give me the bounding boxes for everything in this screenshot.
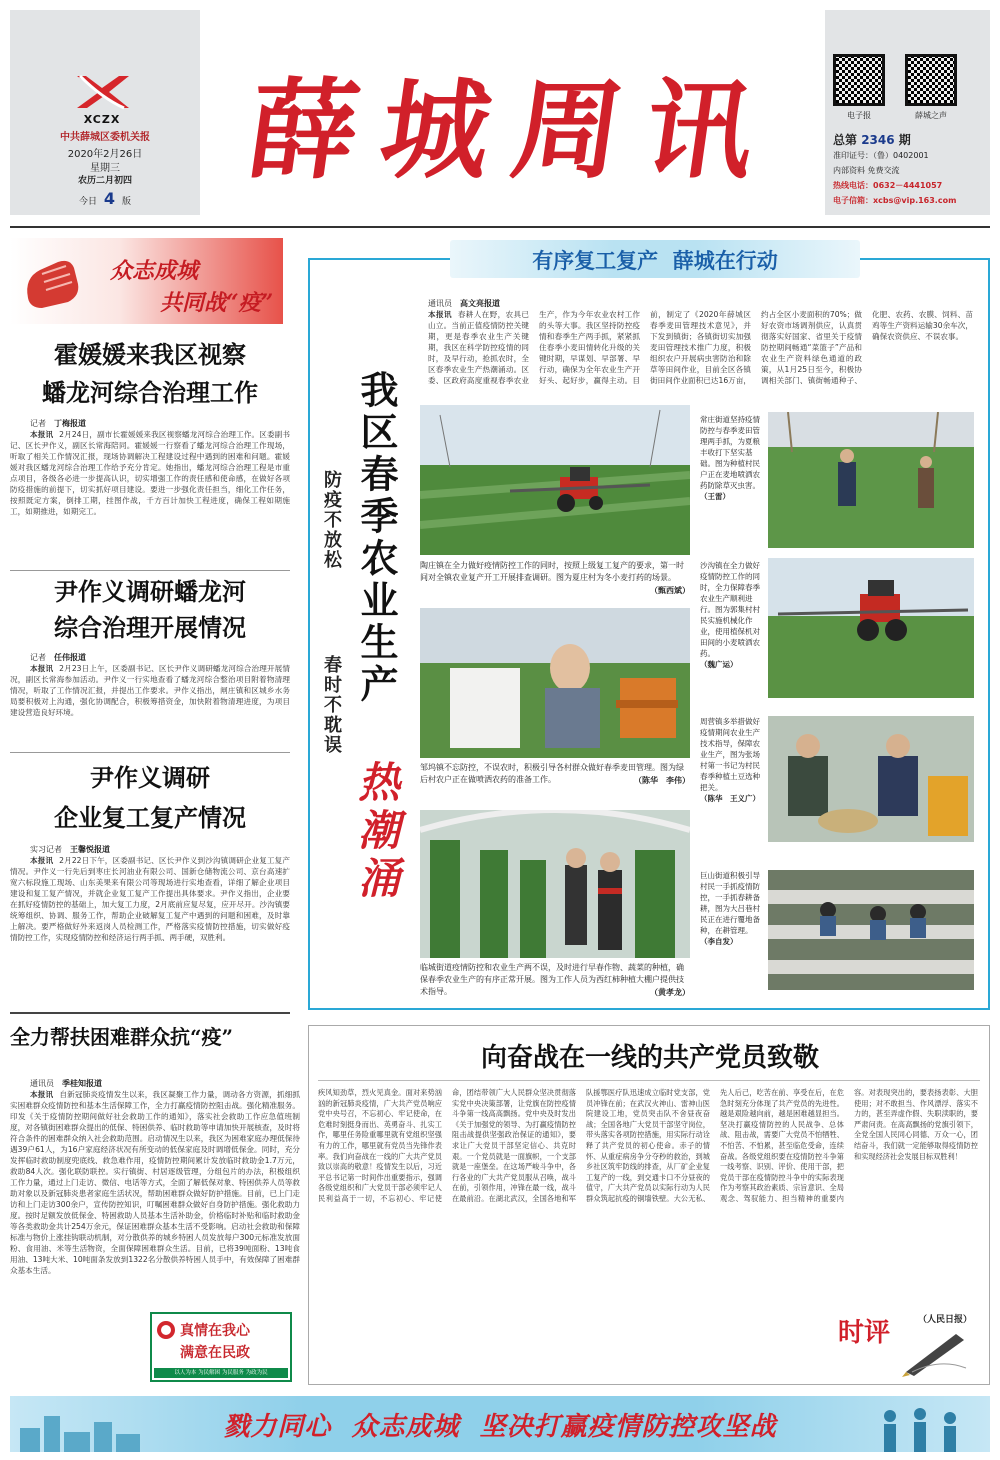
commentary-title: 向奋战在一线的共产党员致敬 — [480, 1043, 819, 1073]
photo-jushan-covering — [768, 870, 974, 990]
photo-2-caption-text: 邹坞镇不忘防控，不误农时，积极引导各村群众做好春季麦田管理。图为绿后村农户正在做喷洒农药的准备工作。 — [420, 763, 684, 784]
org-name: 中共薛城区委机关报 — [60, 132, 150, 143]
side-caption-zhouying — [700, 716, 762, 844]
side-3-credit: （陈华 王义广） — [700, 794, 760, 803]
photo-1-caption-text: 陶庄镇在全力做好疫情防控工作的同时，按照上级复工复产的要求，第一时间对全镇农业复产开工开展排查调研。图为夏庄村为冬小麦打药的场景。 — [420, 561, 684, 582]
qr2-label: 薛城之声 — [915, 111, 947, 120]
article-1-text: 2月24日，副市长霍媛媛来我区视察蟠龙河综合治理工作。区委副书记、区长尹作义，副区长常海陪同。霍媛媛一行察看了蟠龙河综合治理工作现场，听取了相关工作情况汇报，现场协调解决工程建设过程中遇到的困难和问题。霍媛媛对我区蟠龙河综合治理工作给予充分肯定。她指出，蟠龙河综合治理工程是市重点项目，各级各必进一步提高认识，切实增强工作的责任感和使命感，在做好各项防疫措施的前提下，切实抓好项目建设。要进一步强化责任担当，细化工作任务，按照既定方案，倒排工期，挂图作战，千方百计加快工程进度，确保工程如期施工，如期推进，如期完工。 — [10, 430, 290, 516]
side-1-credit: （王雷） — [700, 492, 730, 501]
photo-shagou-machine — [768, 558, 974, 698]
greenhouse-photo-icon — [420, 810, 690, 958]
article-1-lead: 本报讯 — [30, 430, 54, 439]
article-1-title-line2: 蟠龙河综合治理工作 — [42, 378, 258, 407]
article-2-title-line1: 尹作义调研蟠龙河 — [54, 577, 246, 606]
article-2-body — [10, 663, 290, 729]
issue-date: 2020年2月26日 — [67, 149, 143, 160]
article-1-byline — [30, 418, 290, 429]
article-3-byline — [30, 844, 290, 855]
masthead-logo — [10, 10, 200, 215]
side-4-caption-text: 巨山街道积极引导村民一手抓疫情防控，一手抓春耕备耕，图为大吕巷村民正在进行覆地备种，在耕管理。 — [700, 871, 760, 935]
article-3-author: 王馨悦报道 — [70, 845, 110, 854]
photo-greenhouse — [420, 810, 690, 958]
side-2-credit: （魏广运） — [700, 660, 738, 669]
pen-icon — [900, 1328, 970, 1378]
article-2-lead: 本报讯 — [30, 664, 54, 673]
article-4-author-label: 通讯员 — [30, 1079, 54, 1088]
left-banner-line1: 众志成城 — [110, 258, 199, 284]
ad-line2: 满意在民政 — [180, 1345, 250, 1361]
article-1-title-line1: 霍媛媛来我区视察 — [54, 340, 246, 369]
divider-left-1 — [10, 570, 290, 571]
article-yin-enterprises — [10, 758, 290, 1010]
side-1-caption-text: 常庄街道坚持疫情防控与春季麦田管理两手抓，为夏粮丰收打下坚实基础。图为种植村民户正在麦地喷洒农药防除草灭虫害。 — [700, 415, 760, 490]
divider-left-3 — [10, 1012, 290, 1014]
article-3-author-label: 实习记者 — [30, 845, 62, 854]
article-huo-inspection — [10, 336, 290, 566]
qr1-label: 电子报 — [847, 111, 871, 120]
feature-text: 春耕人在野，农具已山立。当前正值疫情防控关键期，更是春季农业生产关键期，我区在科学防控疫情的同时，及早行动，抢抓农时，全区春季农业生产热潮涌动。区委、区政府高度重视春季农业生产，作为今年农业农村工作的头等大事。我区坚持防控疫情和春季生产两手抓，紧紧抓住春季小麦田情转化升级的关键时期，早谋划、早部署、早行动，确保为全年农业生产开好头、起好步，赢得主动。目前，制定了《2020年薛城区春季麦田管理技术意见》，并下发到镇街；各镇街切实加强麦田管理技术推广力度，积极组织农户开展病虫害防治和除草等田间作业，目前全区各镇街田间作业面积已达16万亩，约占全区小麦面积的70%；做好农资市场调剂供应，认真贯彻落实好国家、省里关于疫情防控期间畅通“菜篮子”产品和农业生产资料绿色通道的政策，从1月25日至今，积极协调相关部门、镇街畅通种子、化肥、农药、农膜、饲料、苗鸡等生产资料运输30余车次，确保农资供应、不误农事。 — [428, 310, 973, 385]
feature-lead: 本报讯 — [428, 310, 452, 319]
photo-tractor-caption — [420, 560, 690, 596]
issue-number — [833, 131, 911, 148]
issue-lunar: 农历二月初四 — [77, 176, 132, 186]
civil-affairs-ad — [150, 1312, 292, 1382]
feature-byline — [428, 298, 500, 309]
left-banner — [10, 238, 283, 324]
article-3-body — [10, 855, 290, 1009]
article-1-body — [10, 429, 290, 554]
masthead-title: 薛城周讯 — [240, 68, 787, 194]
qr-code-voice-icon — [905, 54, 957, 106]
article-2-text: 2月23日上午，区委副书记、区长尹作义调研蟠龙河综合治理开展情况，副区长常海参加活动。尹作义一行实地查看了蟠龙河综合整治项目附着物清理情况，听取了工作情况汇报，并提出工作要求。尹作义指出，闸庄镇和区城乡水务局要积极对上沟通，强化协调配合，积极筹措资金，加快附着物清理进度，为项目建设营造良好环境。 — [10, 664, 290, 717]
commentary-source: （人民日报） — [918, 1315, 973, 1325]
issue-prefix: 总第 — [833, 133, 858, 147]
photo-3-caption-text: 临城街道疫情防控和农业生产两不误，及时进行早春作物、蔬菜的种植，确保春季农业生产的有序正常开展。图为工作人员为西红柿种植大棚户提供技术指导。 — [420, 963, 684, 996]
film-covering-photo-icon — [768, 870, 974, 990]
article-2-title-line2: 综合治理开展情况 — [54, 613, 246, 642]
feature-subtitle-1: 防疫不放松 — [321, 470, 342, 570]
feature-headline: 我区春季农业生产 — [354, 370, 399, 706]
page-unit: 版 — [121, 197, 131, 207]
commentary-body — [318, 1088, 978, 1310]
feature-byline-name: 高文亮报道 — [460, 299, 500, 308]
feature-body — [428, 309, 973, 389]
photo-greenhouse-caption — [420, 962, 690, 998]
commentary-text: 疾风知劲草，烈火见真金。面对来势汹汹的新冠肺炎疫情，广大共产党员响应党中央号召，不忘初心、牢记使命，在危难时刻挺身而出、英勇奋斗、扎实工作，哪里任务险重哪里就有党组织坚强有力的工作，哪里就有党员当先锋作表率。我们向奋战在一线的广大共产党员致以崇高的敬意！疫情发生以后，习近平总书记第一时间作出重要指示，强调各级党组织和广大党员干部必须牢记人民利益高于一切，不忘初心、牢记使命，团结带领广大人民群众坚决贯彻落实党中央决策部署，让党旗在防控疫情斗争第一线高高飘扬。党中央及时发出《关于加强党的领导、为打赢疫情防控阻击战提供坚强政治保证的通知》，要求让广大党员干部坚定信心、共克时艰。一个党员就是一面旗帜，一个支部就是一座堡垒。在这场严峻斗争中，各行各业的广大共产党员服从召唤，战斗在前，引领作用，冲锋在最一线，战斗在最前沿。在湖北武汉，全国各地和军队援鄂医疗队迅速成立临时党支部，党员冲锋在前；在武汉火神山、雷神山医院建设工地，党员突击队不舍昼夜奋战；全国各地广大党员干部坚守岗位，带头落实各项防控措施，用实际行动诠释了共产党员的初心使命。赤子的情怀、从重症病房争分夺秒的救治，到城乡社区筑牢防线的排查，从厂矿企业复工复产的一线，到交通卡口不分昼夜的值守，广大共产党员以实际行动为人民群众筑起抗疫的铜墙铁壁。大公无私、先人后己，吃苦在前、享受在后，在危急时刻充分体现了共产党员的先进性。越是艰险越向前，越是困难越显担当。坚决打赢疫情防控的人民战争、总体战、阻击战，需要广大党员不怕牺牲、不怕苦、不怕累，甚至临危受命，连续奋战。各级党组织要在疫情防控斗争第一线考察、识别、评价、使用干部，把党员干部在疫情防控斗争中的实际表现作为考察其政治素质、宗旨意识、全局观念、驾驭能力、担当精神的重要内容。对表现突出的，要表扬表彰、大胆使用；对不敢担当、作风漂浮、落实不力的，甚至弄虚作假、失职渎职的，要严肃问责。在高高飘扬的党旗引领下，全党全国人民同心同德、万众一心，团结奋斗，我们就一定能够取得疫情防控和实现经济社会发展目标双胜利！ — [318, 1088, 978, 1203]
ad-line1: 真情在我心 — [180, 1323, 250, 1339]
article-1-author-label: 记者 — [30, 419, 46, 428]
tractor-photo-icon — [420, 405, 690, 555]
photo-tractor-spraying — [420, 405, 690, 555]
issue-number-value: 2346 — [861, 133, 895, 147]
logo-text: XCZX — [83, 113, 121, 126]
email: 电子信箱：xcbs@vip.163.com — [833, 196, 957, 205]
page-count — [10, 189, 200, 208]
photo-3-credit: （黄孝龙） — [650, 987, 690, 997]
ad-line3: 以人为本 为民解困 为民服务 为政为民 — [154, 1368, 288, 1378]
page-count-number: 4 — [103, 189, 116, 208]
masthead-info — [825, 10, 990, 215]
hotline: 热线电话：0632－4441057 — [833, 181, 943, 190]
article-4-lead: 本报讯 — [30, 1090, 54, 1099]
article-4-title: 全力帮扶困难群众抗“疫” — [10, 1025, 234, 1049]
article-3-lead: 本报讯 — [30, 856, 54, 865]
issue-weekday: 星期三 — [90, 163, 120, 174]
side-2-caption-text: 沙沟镇在全力做好疫情防控工作的同时，全力保障春季农业生产顺利进行。图为郭集村村民实施机械化作业，使用植保机对田间的小麦喷洒农药。 — [700, 561, 760, 658]
article-2-author-label: 记者 — [30, 653, 46, 662]
photo-farmer-caption — [420, 762, 690, 798]
internal-note: 内部资料 免费交流 — [833, 166, 900, 175]
photo-farmer-preparing — [420, 608, 690, 758]
footer-slogan: 戮力同心 众志成城 坚决打赢疫情防控攻坚战 — [223, 1412, 777, 1442]
fist-icon — [18, 248, 88, 314]
photo-changzhuang-spraying — [768, 412, 974, 548]
farmer-photo-icon — [420, 608, 690, 758]
commentary-title-rule — [318, 1080, 980, 1081]
feature-banner — [450, 240, 860, 278]
article-2-byline — [30, 652, 290, 663]
commentary-tag: 时评 — [838, 1318, 891, 1348]
issue-suffix: 期 — [898, 133, 911, 147]
photo-zhouying-potatoes — [768, 716, 974, 842]
seal-icon — [156, 1320, 176, 1340]
article-4-byline — [30, 1078, 300, 1089]
feature-headline-red: 热潮涌 — [352, 760, 401, 904]
newspaper-logo-icon — [72, 72, 132, 112]
article-3-title-line2: 企业复工复产情况 — [54, 803, 246, 832]
article-1-author: 丁梅报道 — [54, 419, 86, 428]
qr-code-epaper-icon — [833, 54, 885, 106]
article-4-text: 自新冠肺炎疫情发生以来，我区凝聚工作力量，调动各方资源，抓细抓实困难群众疫情防控和基本生活保障工作，全力打赢疫情防控阻击战。强化精准服务。印发《关于疫情防控期间做好社会救助工作的通知》，落实社会救助工作应急值班制度，对各镇街困难群众提出的低保、特困供养、临时救助等申请加快开展核查，及时将符合条件的困难群众纳入社会救助范围。启动情况生以来，我区为困难家庭办理低保待遇39户61人，为16户家庭经济状况有所变动的低保家庭及时调增低保金。同时，充分发挥临时救助制度兜底线、救急难作用，疫情防控期间累计发放临时救助金1.7万元，救助84人次。强化联防联控。实行镇街、村居逐级管理，分组包片的办法，积极组织工作力量，通过上门走访、微信、电话等方式，全面了解低保对象、特困供养人员等救助对象以及新冠肺炎患者家庭生活状况，帮助困难群众做好防护措施。目前，已上门走访和上门走访300余户，宣传防控知识，叮嘱困难群众做好自身防护措施。强化救助力度。按时足额发放低保金、特困救助人员基本生活补助金，价格临时补贴和临时救助金等各类救助金共计254万余元，保证困难群众基本生活不受影响。启动社会救助和保障标准与物价上涨挂钩联动机制，对分散供养的城乡特困人员发放每户300元标准发放面粉、食用油、米等生活物资，全面保障困难群众生活。目前，已将39吨面粉、13吨食用油、13吨大米、10吨面条发放到1322名分散供养特困人员手中，有效保障了困难群众基本生活。 — [10, 1090, 300, 1275]
feature-subtitle-2: 春时不耽误 — [321, 655, 342, 755]
footer-banner — [10, 1396, 990, 1452]
potato-selection-photo-icon — [768, 716, 974, 842]
photo-2-credit: （陈华 李伟） — [634, 775, 690, 785]
side-4-credit: （李自发） — [700, 937, 738, 946]
masthead — [10, 10, 990, 220]
masthead-title-area — [210, 10, 815, 215]
article-4-author: 季桂知报道 — [62, 1079, 102, 1088]
article-3-text: 2月22日下午，区委副书记、区长尹作义到沙沟镇调研企业复工复产情况。尹作义一行先后到枣庄长河油业有限公司、国新仓储物流公司、京台高速扩宽六标段施工现场、山东美果来有限公司等现场进行实地查看，详细了解企业项目建设和复工复产情况，并就企业复工复产工作提出具体要求。尹作义指出，企业要在抓好疫情防控的基础上，加大复工力度，2月底前应复尽复，应开尽开。沙沟镇要统筹组织、协调、服务工作，帮助企业破解复工复产中遇到的问题和困难，及时靠上解决。要严格做好外来返岗人员检测工作，严格落实疫情防控措施，切实做好疫情防控工作，实现疫情防控和经济运行两手抓、两手硬，双胜利。 — [10, 856, 290, 942]
article-3-title-line1: 尹作义调研 — [90, 763, 210, 792]
side-caption-shagou — [700, 560, 762, 700]
masthead-divider — [10, 226, 990, 228]
field-worker-photo-icon — [768, 412, 974, 548]
left-banner-line2: 共同战“疫” — [160, 290, 274, 316]
permit-number: 准印证号：（鲁）0402001 — [833, 151, 929, 160]
article-yin-river — [10, 574, 290, 724]
photo-1-credit: （甄西斌） — [650, 585, 690, 595]
side-3-caption-text: 周营镇多举措做好疫情期间农业生产技术指导，保障农业生产，图为张场村第一书记为村民春季种植土豆选种把关。 — [700, 717, 760, 792]
feature-byline-label: 通讯员 — [428, 299, 452, 308]
side-caption-jushan — [700, 870, 762, 990]
sprayer-machine-photo-icon — [768, 558, 974, 698]
feature-banner-text: 有序复工复产 薛城在行动 — [532, 249, 778, 273]
article-2-author: 任伟报道 — [54, 653, 86, 662]
today-label: 今日 — [79, 197, 98, 207]
side-caption-changzhuang — [700, 414, 762, 554]
divider-left-2 — [10, 752, 290, 753]
